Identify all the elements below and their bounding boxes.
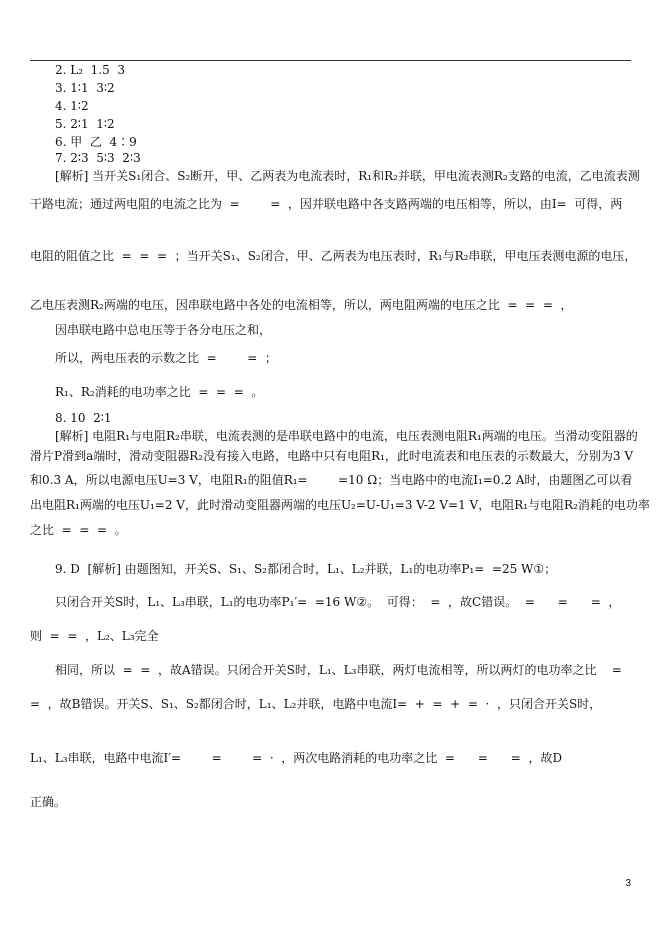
answer-9-line-6: L₁、L₃串联，电路中电流I′= = = · ，两次电路消耗的电功率之比 = = = ，故D — [30, 751, 563, 765]
explanation-7-line-3: 电阻的阻值之比 = = = ；当开关S₁、S₂闭合，甲、乙两表为电压表时，R₁与R₂串联，甲电压表测电源的电压， — [30, 249, 637, 263]
answer-9-line-1: 9. D [解析] 由题图知，开关S、S₁、S₂都闭合时，L₁、L₂并联，L₁的电功率P₁= =25 W①； — [55, 562, 557, 576]
explanation-8-line-4: 出电阻R₁两端的电压U₁=2 V，此时滑动变阻器两端的电压U₂=U-U₁=3 V-2 V=1 V，电阻R₁与电阻R₂消耗的电功率 — [30, 498, 650, 512]
explanation-8-line-2: 滑片P滑到a端时，滑动变阻器R₂没有接入电路，电路中只有电阻R₁，此时电流表和电压表的示数最大，分别为3 V — [30, 449, 634, 463]
explanation-7-line-1: [解析] 当开关S₁闭合、S₂断开，甲、乙两表为电流表时，R₁和R₂并联，甲电流表测R₂支路的电流，乙电流表测 — [55, 169, 640, 183]
answer-9-line-2: 只闭合开关S时，L₁、L₃串联，L₁的电功率P₁′= =16 W②。 可得： = ，故C错误。 = = = ， — [55, 595, 621, 609]
answer-line-6: 6. 甲 乙 4∶9 — [55, 135, 137, 149]
explanation-7-line-7: R₁、R₂消耗的电功率之比 = = = 。 — [55, 385, 264, 399]
answer-line-2: 2. L₂ 1.5 3 — [55, 63, 126, 77]
explanation-8-line-5: 之比 = = = 。 — [30, 523, 127, 537]
explanation-7-line-2: 干路电流；通过两电阻的电流之比为 = = ，因并联电路中各支路两端的电压相等，所以，由I= 可得，两 — [30, 197, 623, 211]
answer-line-4: 4. 1∶2 — [55, 99, 89, 113]
answer-9-line-5: = ，故B错误。开关S、S₁、S₂都闭合时，L₁、L₂并联，电路中电流I= + = + = · ，只闭合开关S时， — [30, 697, 602, 711]
explanation-7-line-4: 乙电压表测R₂两端的电压，因串联电路中各处的电流相等，所以，两电阻两端的电压之比 = = = ， — [30, 298, 573, 312]
page-number: 3 — [625, 878, 631, 889]
header-rule — [30, 60, 631, 61]
explanation-8-line-3: 和0.3 A，所以电源电压U=3 V，电阻R₁的阻值R₁= =10 Ω；当电路中的电流I₁=0.2 A时，由题图乙可以看 — [30, 473, 633, 487]
explanation-7-line-6: 所以，两电压表的示数之比 = = ； — [55, 351, 277, 365]
answer-line-3: 3. 1∶1 3∶2 — [55, 81, 115, 95]
answer-line-8: 8. 10 2∶1 — [55, 411, 112, 425]
answer-line-7: 7. 2∶3 5∶3 2∶3 — [55, 151, 141, 165]
answer-9-line-4: 相同，所以 = = ，故A错误。只闭合开关S时，L₁、L₃串联，两灯电流相等，所以两灯的电功率之比 = — [55, 663, 622, 677]
answer-9-line-7: 正确。 — [30, 795, 67, 809]
answer-line-5: 5. 2∶1 1∶2 — [55, 117, 115, 131]
answer-9-line-3: 则 = = ，L₂、L₃完全 — [30, 629, 159, 643]
explanation-8-line-1: [解析] 电阻R₁与电阻R₂串联，电流表测的是串联电路中的电流，电压表测电阻R₁两端的电压。当滑动变阻器的 — [55, 429, 638, 443]
explanation-7-line-5: 因串联电路中总电压等于各分电压之和， — [55, 323, 272, 337]
